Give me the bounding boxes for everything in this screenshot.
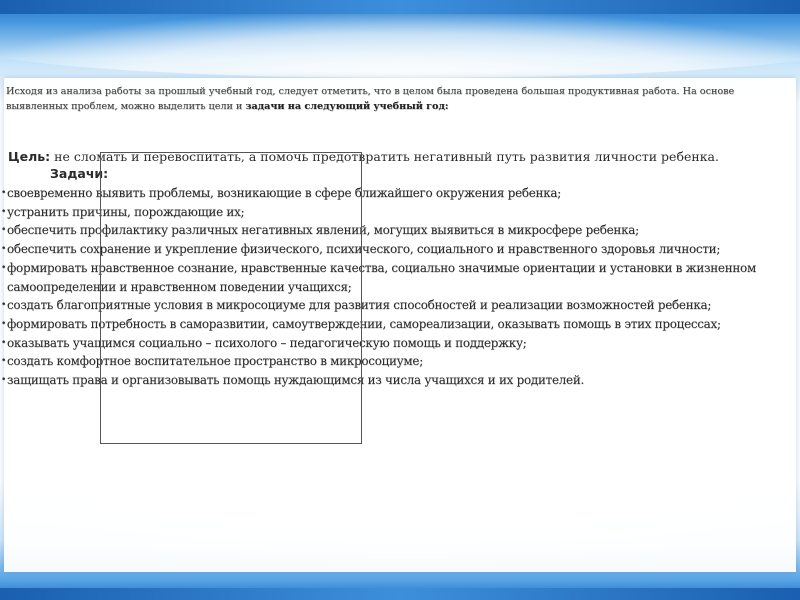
- task-text: оказывать учащимся социально – психолого – педагогическую помощь и поддержку;: [7, 335, 527, 350]
- goal-label: Цель:: [8, 149, 51, 164]
- task-text: устранить причины, порождающие их;: [7, 204, 245, 219]
- goal-text: не сломать и перевоспитать, а помочь предотвратить негативный путь развития личности ребенка.: [50, 149, 719, 164]
- intro-emphasis: задачи на следующий учебный год:: [245, 101, 449, 112]
- bullet-icon: •: [1, 206, 7, 217]
- task-text: защищать права и организовывать помощь нуждающимся из числа учащихся и их родителей.: [7, 373, 585, 388]
- outline-rectangle: [100, 152, 362, 444]
- task-text: создать комфортное воспитательное пространство в микросоциуме;: [7, 354, 423, 369]
- bullet-icon: •: [1, 337, 7, 348]
- task-text: формировать нравственное сознание, нравственные качества, социально значимые ориентации и установки в жизненном самоопределении и нравственном поведении учащихся;: [7, 260, 756, 294]
- intro-text: Исходя из анализа работы за прошлый учебный год, следует отметить, что в целом была проведена большая продуктивная работа. На основе выявленных проблем, можно выделить цели и: [6, 86, 735, 112]
- tasks-heading: Задачи:: [50, 166, 109, 181]
- task-text: создать благоприятные условия в микросоциуме для развития способностей и реализации возможностей ребенка;: [7, 298, 712, 313]
- bullet-icon: •: [1, 375, 7, 386]
- task-text: формировать потребность в саморазвитии, самоутверждении, самореализации, оказывать помощь в этих процессах;: [7, 316, 721, 331]
- task-text: своевременно выявить проблемы, возникающие в сфере ближайшего окружения ребенка;: [7, 186, 562, 200]
- task-text: обеспечить профилактику различных негативных явлений, могущих выявиться в микросфере ребенка;: [7, 223, 639, 238]
- bullet-icon: •: [1, 188, 7, 198]
- bullet-icon: •: [1, 300, 7, 311]
- bullet-icon: •: [1, 225, 7, 236]
- bullet-icon: •: [1, 318, 7, 329]
- bullet-icon: •: [1, 244, 7, 255]
- task-text: обеспечить сохранение и укрепление физического, психического, социального и нравственного здоровья личности;: [7, 242, 721, 257]
- bullet-icon: •: [1, 356, 7, 367]
- intro-paragraph: [6, 84, 790, 114]
- bullet-icon: •: [1, 262, 7, 273]
